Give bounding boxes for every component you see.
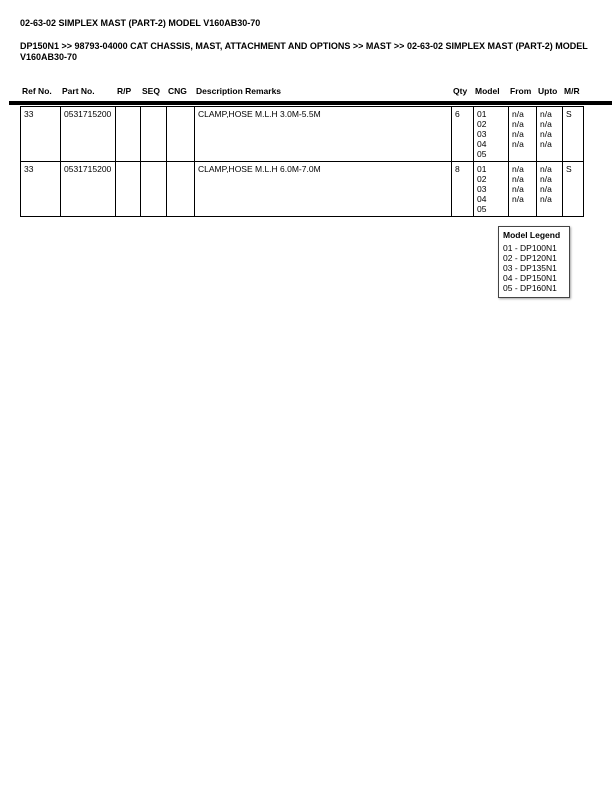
upto-entry: n/a [540, 139, 552, 149]
breadcrumb: DP150N1 >> 98793-04000 CAT CHASSIS, MAST, ATTACHMENT AND OPTIONS >> MAST >> 02-63-02 SIMPLEX MAST (PART-2) MODEL V160AB30-70 [20, 41, 588, 62]
header-model: Model [475, 86, 500, 96]
qty-cell: 8 [452, 162, 474, 217]
seq-cell [141, 162, 167, 217]
upto-entry: n/a [540, 164, 552, 174]
upto-cell [537, 162, 563, 217]
header-part-no: Part No. [62, 86, 95, 96]
model-entry: 04 [477, 194, 487, 204]
legend-item: 01 - DP100N1 [503, 243, 557, 253]
from-cell [509, 107, 537, 162]
ref-no-cell: 33 [21, 162, 61, 217]
model-legend-box [498, 226, 570, 298]
description-cell: CLAMP,HOSE M.L.H 3.0M-5.5M [195, 107, 452, 162]
from-entry: n/a [512, 119, 524, 129]
from-entry: n/a [512, 129, 524, 139]
part-no-cell: 0531715200 [61, 162, 116, 217]
model-cell [474, 162, 509, 217]
upto-entry: n/a [540, 184, 552, 194]
from-entry: n/a [512, 174, 524, 184]
table-row [21, 107, 584, 162]
header-from: From [510, 86, 532, 96]
mr-cell: S [563, 107, 584, 162]
parts-table [20, 106, 584, 217]
header-row [20, 86, 583, 96]
header-seq: SEQ [142, 86, 160, 96]
upto-entry: n/a [540, 109, 552, 119]
upto-cell [537, 107, 563, 162]
table-row [21, 162, 584, 217]
from-entry: n/a [512, 139, 524, 149]
cng-cell [167, 107, 195, 162]
model-cell [474, 107, 509, 162]
from-entry: n/a [512, 109, 524, 119]
model-entry: 03 [477, 184, 487, 194]
cng-cell [167, 162, 195, 217]
from-entry: n/a [512, 164, 524, 174]
model-entry: 05 [477, 204, 487, 214]
header-rp: R/P [117, 86, 132, 96]
rp-cell [116, 162, 141, 217]
description-cell: CLAMP,HOSE M.L.H 6.0M-7.0M [195, 162, 452, 217]
legend-item: 04 - DP150N1 [503, 273, 557, 283]
header-cng: CNG [168, 86, 187, 96]
model-entry: 01 [477, 164, 487, 174]
header-ref-no: Ref No. [22, 86, 52, 96]
model-entry: 02 [477, 119, 487, 129]
upto-entry: n/a [540, 194, 552, 204]
rp-cell [116, 107, 141, 162]
upto-entry: n/a [540, 174, 552, 184]
model-entry: 02 [477, 174, 487, 184]
header-description: Description Remarks [196, 86, 282, 96]
part-no-cell: 0531715200 [61, 107, 116, 162]
model-entry: 05 [477, 149, 487, 159]
table-column-headers [20, 86, 583, 96]
upto-entry: n/a [540, 119, 552, 129]
page-title: 02-63-02 SIMPLEX MAST (PART-2) MODEL V160AB30-70 [20, 18, 261, 28]
model-entry: 04 [477, 139, 487, 149]
model-entry: 03 [477, 129, 487, 139]
ref-no-cell: 33 [21, 107, 61, 162]
header-upto: Upto [538, 86, 558, 96]
legend-item: 05 - DP160N1 [503, 283, 557, 293]
legend-item: 02 - DP120N1 [503, 253, 557, 263]
from-cell [509, 162, 537, 217]
header-qty: Qty [453, 86, 468, 96]
upto-entry: n/a [540, 129, 552, 139]
model-entry: 01 [477, 109, 487, 119]
legend-item: 03 - DP135N1 [503, 263, 557, 273]
qty-cell: 6 [452, 107, 474, 162]
header-mr: M/R [564, 86, 580, 96]
mr-cell: S [563, 162, 584, 217]
from-entry: n/a [512, 184, 524, 194]
seq-cell [141, 107, 167, 162]
from-entry: n/a [512, 194, 524, 204]
header-divider-rule [9, 101, 612, 105]
model-legend-title: Model Legend [503, 230, 561, 240]
